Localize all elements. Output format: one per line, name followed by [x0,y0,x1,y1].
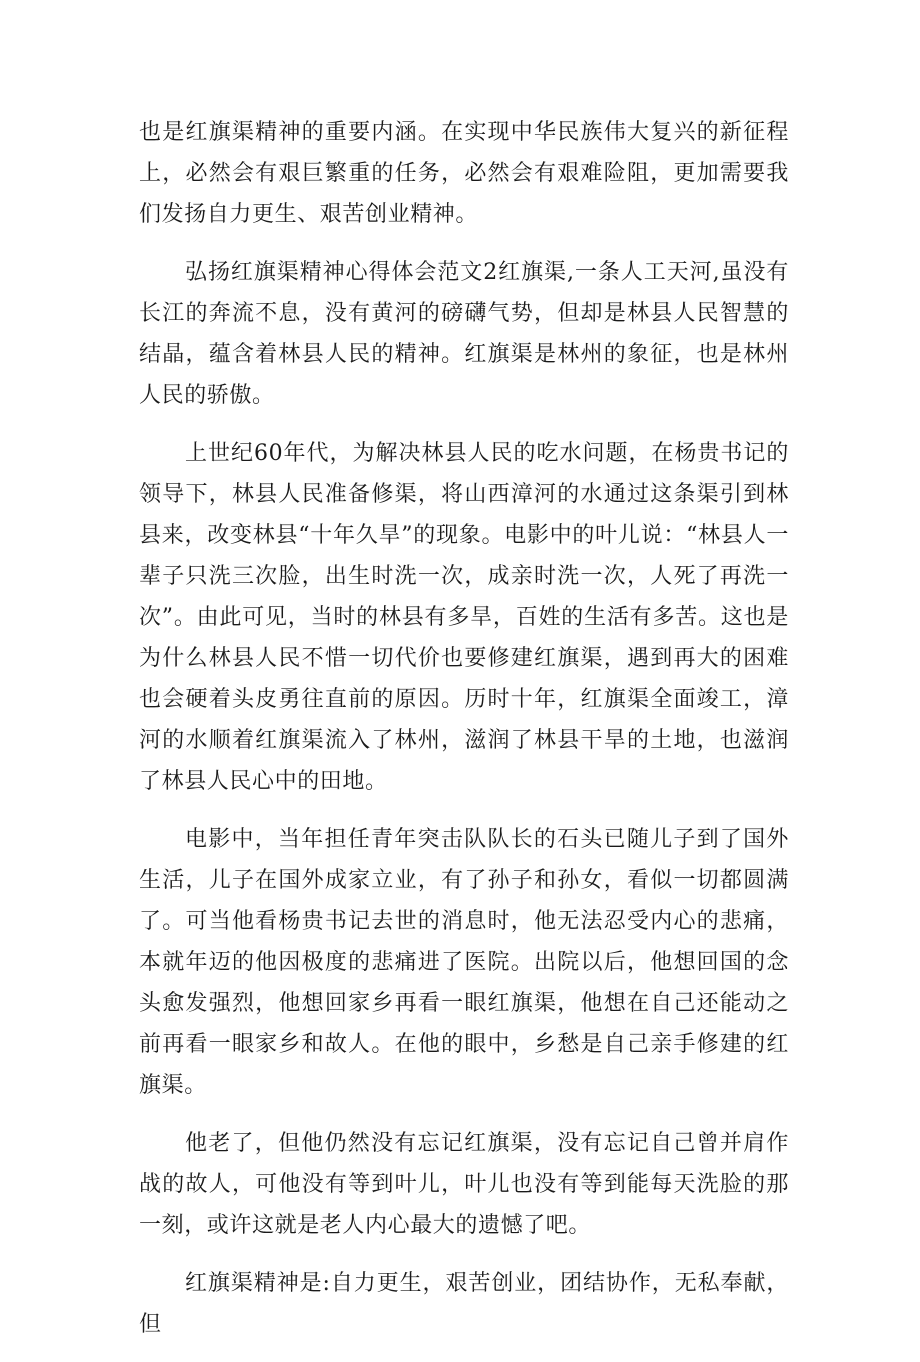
document-body [139,112,789,1362]
paragraph-6: 红旗渠精神是:自力更生，艰苦创业，团结协作，无私奉献，但 [139,1271,789,1337]
paragraph-5: 他老了，但他仍然没有忘记红旗渠，没有忘记自己曾并肩作战的故人，可他没有等到叶儿，叶儿也没有等到能每天洗脸的那一刻，或许这就是老人内心最大的遗憾了吧。 [139,1131,789,1238]
paragraph-1: 也是红旗渠精神的重要内涵。在实现中华民族伟大复兴的新征程上，必然会有艰巨繁重的任务，必然会有艰难险阻，更加需要我们发扬自力更生、艰苦创业精神。 [139,120,789,227]
paragraph-4: 电影中，当年担任青年突击队队长的石头已随儿子到了国外生活，儿子在国外成家立业，有了孙子和孙女，看似一切都圆满了。可当他看杨贵书记去世的消息时，他无法忍受内心的悲痛，本就年迈的他因极度的悲痛进了医院。出院以后，他想回国的念头愈发强烈，他想回家乡再看一眼红旗渠，他想在自己还能动之前再看一眼家乡和故人。在他的眼中，乡愁是自己亲手修建的红旗渠。 [139,827,789,1098]
paragraph-3: 上世纪60年代，为解决林县人民的吃水问题，在杨贵书记的领导下，林县人民准备修渠，将山西漳河的水通过这条渠引到林县来，改变林县“十年久旱”的现象。电影中的叶儿说：“林县人一辈子只洗三次脸，出生时洗一次，成亲时洗一次，人死了再洗一次”。由此可见，当时的林县有多旱，百姓的生活有多苦。这也是为什么林县人民不惜一切代价也要修建红旗渠，遇到再大的困难也会硬着头皮勇往直前的原因。历时十年，红旗渠全面竣工，漳河的水顺着红旗渠流入了林州，滋润了林县干旱的土地，也滋润了林县人民心中的田地。 [139,441,789,794]
paragraph-2: 弘扬红旗渠精神心得体会范文2红旗渠,一条人工天河,虽没有长江的奔流不息，没有黄河的磅礴气势，但却是林县人民智慧的结晶，蕴含着林县人民的精神。红旗渠是林州的象征，也是林州人民的骄傲。 [139,260,789,408]
